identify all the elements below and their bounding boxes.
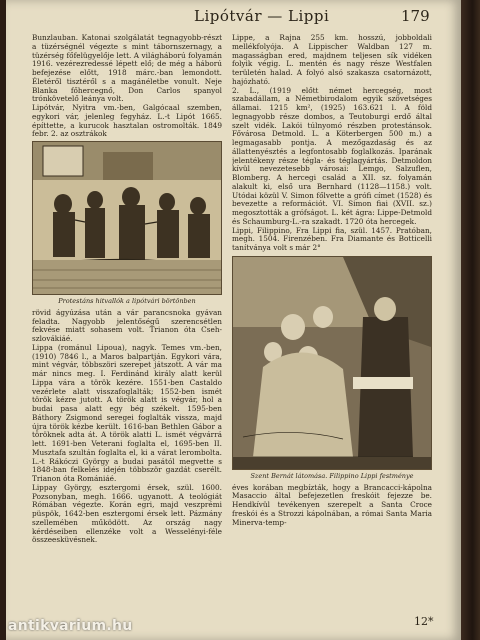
paragraph-lipotvar-cont: rövid ágyúzása után a vár parancsnoka gyávan feladta. Nagyobb jelentőségű szerencsétlen fekvése miatt sohasem volt. Trianon óta Cseh-szlovákiáé. (32, 307, 222, 343)
paragraph-lippe-state: 2. L., (1919 előtt német hercegség, most szabadállam, a Németbirodalom egyik szövetséges államai. 1215 km², (1925) 163.621 l. A föld legnagyobb része dombos, a Teutoburgi erdő által szelt vidék. Lakói túlnyomó részben protestánsok. Fővárosa Detmold. L. a Köterbergen 500 m.) a legmagasabb pontja. A mezőgazdaság és az állattenyésztés a legfontosabb foglalkozás. Iparának jelentékeny része tégla- és téglagyártás. Detmoldon kívül nevezetesebb városai: Lemgo, Salzuflen, Blomberg. A hercegi család a XII. sz. folyamán alakult ki, első ura Bernhard (1128—1158.) volt. Utódai közül V. Simon főlvette a grófi címet (1528) és bevezette a reformációt. VI. Simon fiai (XVII. sz.) megosztották a grófságot. L. két ágra: Lippe-Detmold és Schaumburg-L.-ra szakadt. 1720 óta hercegek. (232, 85, 432, 226)
paragraph-filippino-cont: éves korában megbízták, hogy a Brancacci-kápolna Masaccio által befejezetlen freskóit fejezze be. Hendkívül tevékenyen szerepelt a Santa Croce freskói és a Strozzi kápolnában, a római Santa Maria Minerva-temp- (232, 482, 432, 527)
paragraph-filippino: Lippi, Filippino, Fra Lippi fia, szül. 1457. Pratóban, megh. 1504. Firenzében. Fra Diamante és Botticelli tanítványa volt s már 2° (232, 225, 432, 252)
page-signature-marker: 12* (414, 615, 434, 628)
paragraph-lippa: Lippa (románul Lipoua), nagyk. Temes vm.-ben, (1910) 7846 l., a Maros balpartján. Egykori vára, mint végvár, többszöri szerepet játszott. A vár ma már nincs meg. I. Ferdinánd király alatt kerül Lippa vára a török kezére. 1551-ben Castaldo vezérlete alatt visszafoglalták; 1552-ben ismét török kézre jutott. A török alatt is végvár, hol a budai pasa alatt egy bég székelt. 1595-ben Báthory Zsigmond seregei foglalták vissza, majd újra török kézbe került. 1616-ban Bethlen Gábor a töröknek adta át. A török alatti L. ismét végvárrá lett. 1691-ben Veterani foglalta el, 1695-ben II. Musztafa szultán foglalta el, ki a várat lerombolta. L.-t Rákóczi György a budai pasától megvette s 1848-ban felkelés idején többször gazdát cserélt. Trianon óta Romániáé. (32, 342, 222, 483)
right-column (232, 34, 432, 594)
page-header (6, 6, 461, 28)
paragraph-bunzlau: Bunzlauban. Katonai szolgálatát tegnagyobb-részt a tüzérségnél végezte s mint tábornszernagy, a tüzérség főfelügyelője lett. A világháború folyamán 1916. vezérezredessé lépett elő; de még a háború befejezése előtt, 1918 márc.-ban lemondott. Életéről tisztéről s a magánéletbe vonult. Neje Blanka főhercegnő, Don Carlos spanyol trónkövetelő leánya volt. (32, 34, 222, 104)
left-column (32, 34, 222, 638)
engraving-illustration (33, 142, 221, 294)
figure-prison-engraving (32, 141, 222, 295)
figure2-caption: Szent Bernát látomása. Filippino Lippi festménye (250, 471, 414, 480)
figure-saint-bernard-painting (232, 256, 432, 470)
painting-illustration (233, 257, 431, 469)
book-page (6, 0, 461, 640)
figure1-caption: Protestáns hitvallók a lipótvári börtönben (58, 297, 196, 305)
paragraph-lipotvar: Lipótvár, Nyitra vm.-ben, Galgócaal szemben, egykori vár, jelenleg fegyház. L.-t Lipót 1665. építtette, a kurucok hasztalan ostromolták. 1849 febr. 2. az osztrákok (32, 103, 222, 139)
paragraph-lippe-river: Lippe, a Rajna 255 km. hosszú, jobboldali mellékfolyója. A Lippischer Waldban 127 m. magasságban ered, majdnem teljesen sík vidéken folyik végig. L. mentén és nagy része Westfalen területén halad. A folyó alsó szakasza csatornázott, hajózható. (232, 34, 432, 86)
running-title: Lipótvár — Lippi (194, 7, 330, 25)
watermark-logo: antikvarium.hu (8, 618, 133, 634)
page-number: 179 (401, 7, 430, 25)
paragraph-lippay: Lippay György, esztergomi érsek, szül. 1600. Pozsonyban, megh. 1666. ugyanott. A teológiát Rómában végezte. Korán egri, majd veszprémi püspök, 1642-ben esztergomi érsek lett. Pázmány szellemében működött. Az ország nagy kérdéseiben ellenzéke volt a Wesselényi-féle összeesküvésnek. (32, 482, 222, 545)
book-spine-edge (461, 0, 480, 640)
